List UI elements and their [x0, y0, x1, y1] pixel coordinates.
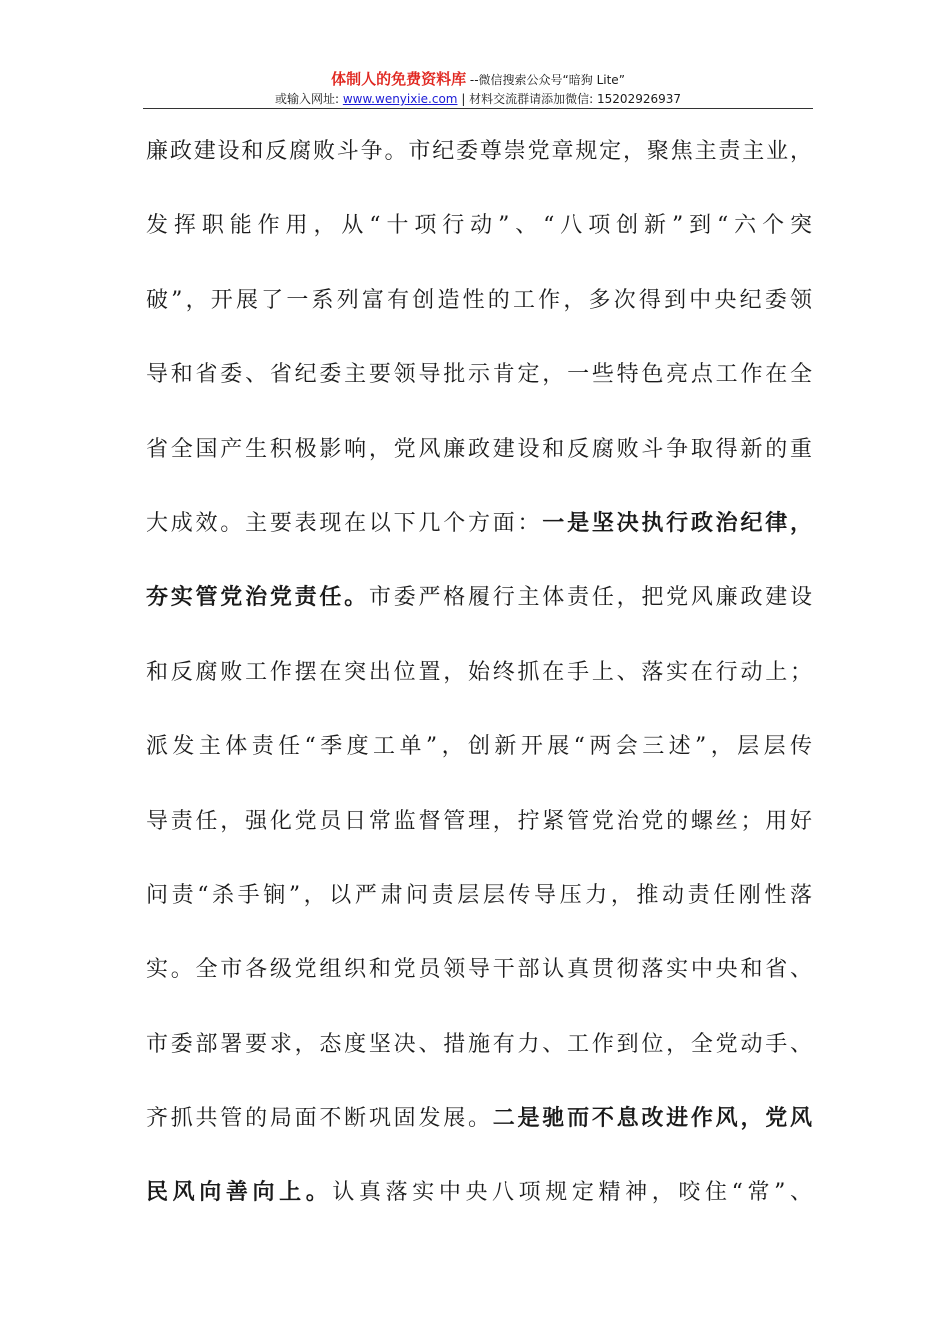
body-text: 发挥职能作用，从“十项行动”、“八项创新”到“六个突	[146, 213, 812, 239]
paragraph-line	[146, 202, 812, 276]
header-url-link[interactable]: www.wenyixie.com	[342, 92, 458, 106]
body-text: 廉政建设和反腐败斗争。市纪委尊崇党章规定，聚焦主责主业，	[146, 139, 812, 164]
body-text: 和反腐败工作摆在突出位置，始终抓在手上、落实在行动上；	[146, 659, 812, 685]
paragraph-line	[146, 872, 812, 946]
bold-heading-text: 一是坚决执行政治纪律，	[542, 510, 812, 536]
paragraph-line	[146, 946, 812, 1020]
body-text: 齐抓共管的局面不断巩固发展。	[146, 1106, 493, 1132]
paragraph-line	[146, 128, 812, 202]
paragraph-line	[146, 351, 812, 425]
paragraph-line	[146, 574, 812, 648]
paragraph-line	[146, 500, 812, 574]
document-header	[143, 70, 813, 108]
paragraph-line	[146, 798, 812, 872]
document-body	[146, 128, 812, 1244]
header-line-2	[143, 91, 813, 108]
header-divider	[143, 108, 813, 109]
header-url-prefix: 或输入网址:	[274, 92, 343, 106]
paragraph-line	[146, 426, 812, 500]
header-subtitle: --微信搜索公众号“暗狗 Lite”	[466, 73, 625, 87]
body-text: 省全国产生积极影响，党风廉政建设和反腐败斗争取得新的重	[146, 436, 812, 462]
bold-heading-text: 民风向善向上。	[146, 1180, 333, 1206]
body-text: 导和省委、省纪委主要领导批示肯定，一些特色亮点工作在全	[146, 362, 812, 388]
paragraph-line	[146, 723, 812, 797]
body-text: 大成效。主要表现在以下几个方面：	[146, 510, 543, 536]
paragraph-line	[146, 1169, 812, 1243]
paragraph-line	[146, 649, 812, 723]
paragraph-line	[146, 1095, 812, 1169]
body-text: 市委部署要求，态度坚决、措施有力、工作到位，全党动手、	[146, 1031, 812, 1057]
bold-heading-text: 二是驰而不息改进作风，党风	[492, 1106, 812, 1132]
body-text: 导责任，强化党员日常监督管理，拧紧管党治党的螺丝；用好	[146, 808, 812, 834]
paragraph-line	[146, 1021, 812, 1095]
body-text: 派发主体责任“季度工单”，创新开展“两会三述”，层层传	[146, 734, 812, 760]
header-contact: | 材料交流群请添加微信: 15202926937	[457, 92, 682, 106]
header-line-1	[143, 70, 813, 89]
body-text: 市委严格履行主体责任，把党风廉政建设	[368, 585, 812, 611]
body-text: 问责“杀手锏”，以严肃问责层层传导压力，推动责任刚性落	[146, 882, 812, 908]
body-text: 认真落实中央八项规定精神，咬住“常”、	[332, 1180, 812, 1206]
header-title: 体制人的免费资料库	[331, 70, 467, 88]
paragraph-line	[146, 277, 812, 351]
bold-heading-text: 夯实管党治党责任。	[146, 585, 369, 611]
body-text: 破”，开展了一系列富有创造性的工作，多次得到中央纪委领	[146, 287, 812, 313]
body-text: 实。全市各级党组织和党员领导干部认真贯彻落实中央和省、	[146, 957, 812, 983]
